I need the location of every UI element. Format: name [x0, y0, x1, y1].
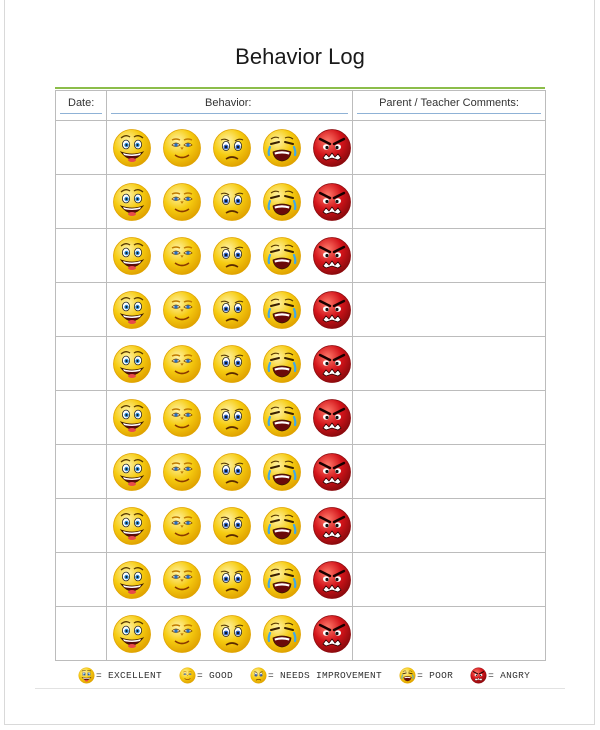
- good-face-icon[interactable]: [162, 506, 202, 546]
- good-face-icon[interactable]: [162, 560, 202, 600]
- behavior-cell: [107, 283, 353, 337]
- behavior-log-table: [55, 90, 546, 661]
- angry-face-icon[interactable]: [312, 398, 352, 438]
- face-options: [107, 121, 352, 174]
- good-face-icon[interactable]: [162, 128, 202, 168]
- good-face-icon[interactable]: [162, 344, 202, 384]
- good-face-icon[interactable]: [162, 614, 202, 654]
- comments-cell[interactable]: [353, 175, 546, 229]
- angry-face-icon[interactable]: [312, 344, 352, 384]
- behavior-cell: [107, 391, 353, 445]
- date-cell[interactable]: [56, 553, 107, 607]
- legend-item: [470, 667, 547, 684]
- behavior-cell: [107, 175, 353, 229]
- log-row: [56, 391, 546, 445]
- excellent-face-icon[interactable]: [112, 614, 152, 654]
- legend-item: [250, 667, 399, 684]
- date-cell[interactable]: [56, 175, 107, 229]
- date-cell[interactable]: [56, 121, 107, 175]
- needs-improvement-face-icon[interactable]: [212, 290, 252, 330]
- angry-face-icon[interactable]: [312, 506, 352, 546]
- log-body: [56, 121, 546, 661]
- angry-face-icon[interactable]: [312, 236, 352, 276]
- angry-face-icon[interactable]: [312, 128, 352, 168]
- excellent-face-icon[interactable]: [112, 560, 152, 600]
- needs-improvement-face-icon[interactable]: [212, 506, 252, 546]
- angry-face-icon: [470, 667, 487, 684]
- needs-improvement-face-icon[interactable]: [212, 182, 252, 222]
- poor-face-icon[interactable]: [262, 290, 302, 330]
- legend-label: = NEEDS IMPROVEMENT: [268, 669, 383, 681]
- legend-item: [399, 667, 470, 684]
- comments-cell[interactable]: [353, 229, 546, 283]
- face-options: [107, 337, 352, 390]
- date-cell[interactable]: [56, 337, 107, 391]
- angry-face-icon[interactable]: [312, 182, 352, 222]
- legend-label: = GOOD: [197, 669, 234, 681]
- legend-item: [78, 667, 179, 684]
- behavior-cell: [107, 337, 353, 391]
- header-row: [56, 91, 546, 121]
- log-row: [56, 121, 546, 175]
- header-underline: [357, 113, 541, 114]
- needs-improvement-face-icon[interactable]: [212, 128, 252, 168]
- log-row: [56, 553, 546, 607]
- excellent-face-icon[interactable]: [112, 398, 152, 438]
- poor-face-icon[interactable]: [262, 182, 302, 222]
- angry-face-icon[interactable]: [312, 452, 352, 492]
- log-row: [56, 445, 546, 499]
- good-face-icon[interactable]: [162, 236, 202, 276]
- legend-label: = ANGRY: [488, 669, 531, 681]
- poor-face-icon[interactable]: [262, 506, 302, 546]
- poor-face-icon[interactable]: [262, 560, 302, 600]
- behavior-cell: [107, 229, 353, 283]
- comments-cell[interactable]: [353, 283, 546, 337]
- date-cell[interactable]: [56, 499, 107, 553]
- bottom-rule: [35, 688, 565, 689]
- behavior-cell: [107, 499, 353, 553]
- good-face-icon: [179, 667, 196, 684]
- needs-improvement-face-icon[interactable]: [212, 236, 252, 276]
- log-row: [56, 229, 546, 283]
- behavior-header-label: Behavior:: [205, 97, 252, 109]
- log-row: [56, 499, 546, 553]
- good-face-icon[interactable]: [162, 290, 202, 330]
- excellent-face-icon[interactable]: [112, 182, 152, 222]
- excellent-face-icon[interactable]: [112, 128, 152, 168]
- comments-header-label: Parent / Teacher Comments:: [379, 97, 519, 109]
- date-cell[interactable]: [56, 445, 107, 499]
- comments-header: [353, 91, 546, 121]
- behavior-cell: [107, 121, 353, 175]
- behavior-cell: [107, 445, 353, 499]
- date-cell[interactable]: [56, 283, 107, 337]
- date-cell[interactable]: [56, 391, 107, 445]
- date-cell[interactable]: [56, 607, 107, 661]
- face-options: [107, 175, 352, 228]
- comments-cell[interactable]: [353, 337, 546, 391]
- needs-improvement-face-icon[interactable]: [212, 344, 252, 384]
- behavior-cell: [107, 553, 353, 607]
- face-options: [107, 553, 352, 606]
- legend-label: = POOR: [417, 669, 454, 681]
- face-options: [107, 283, 352, 336]
- log-row: [56, 607, 546, 661]
- page-title: Behavior Log: [235, 44, 365, 69]
- header-underline: [60, 113, 102, 114]
- good-face-icon[interactable]: [162, 398, 202, 438]
- header-underline: [111, 113, 348, 114]
- good-face-icon[interactable]: [162, 182, 202, 222]
- legend-item: [179, 667, 250, 684]
- poor-face-icon[interactable]: [262, 614, 302, 654]
- comments-cell[interactable]: [353, 391, 546, 445]
- needs-improvement-face-icon: [250, 667, 267, 684]
- poor-face-icon: [399, 667, 416, 684]
- behavior-header: [107, 91, 353, 121]
- needs-improvement-face-icon[interactable]: [212, 398, 252, 438]
- excellent-face-icon[interactable]: [112, 236, 152, 276]
- angry-face-icon[interactable]: [312, 614, 352, 654]
- log-row: [56, 337, 546, 391]
- date-header: [56, 91, 107, 121]
- excellent-face-icon[interactable]: [112, 344, 152, 384]
- face-options: [107, 499, 352, 552]
- excellent-face-icon: [78, 667, 95, 684]
- excellent-face-icon[interactable]: [112, 290, 152, 330]
- face-options: [107, 607, 352, 660]
- comments-cell[interactable]: [353, 121, 546, 175]
- comments-cell[interactable]: [353, 445, 546, 499]
- face-options: [107, 391, 352, 444]
- angry-face-icon[interactable]: [312, 290, 352, 330]
- log-row: [56, 175, 546, 229]
- face-options: [107, 445, 352, 498]
- poor-face-icon[interactable]: [262, 452, 302, 492]
- comments-cell[interactable]: [353, 553, 546, 607]
- poor-face-icon[interactable]: [262, 128, 302, 168]
- legend-label: = EXCELLENT: [96, 669, 163, 681]
- good-face-icon[interactable]: [162, 452, 202, 492]
- legend: [78, 662, 547, 688]
- excellent-face-icon[interactable]: [112, 452, 152, 492]
- comments-cell[interactable]: [353, 607, 546, 661]
- needs-improvement-face-icon[interactable]: [212, 560, 252, 600]
- comments-cell[interactable]: [353, 499, 546, 553]
- date-header-label: Date:: [68, 97, 95, 109]
- date-cell[interactable]: [56, 229, 107, 283]
- poor-face-icon[interactable]: [262, 236, 302, 276]
- face-options: [107, 229, 352, 282]
- excellent-face-icon[interactable]: [112, 506, 152, 546]
- poor-face-icon[interactable]: [262, 398, 302, 438]
- needs-improvement-face-icon[interactable]: [212, 614, 252, 654]
- poor-face-icon[interactable]: [262, 344, 302, 384]
- behavior-cell: [107, 607, 353, 661]
- angry-face-icon[interactable]: [312, 560, 352, 600]
- log-row: [56, 283, 546, 337]
- title-rule: [55, 87, 545, 89]
- needs-improvement-face-icon[interactable]: [212, 452, 252, 492]
